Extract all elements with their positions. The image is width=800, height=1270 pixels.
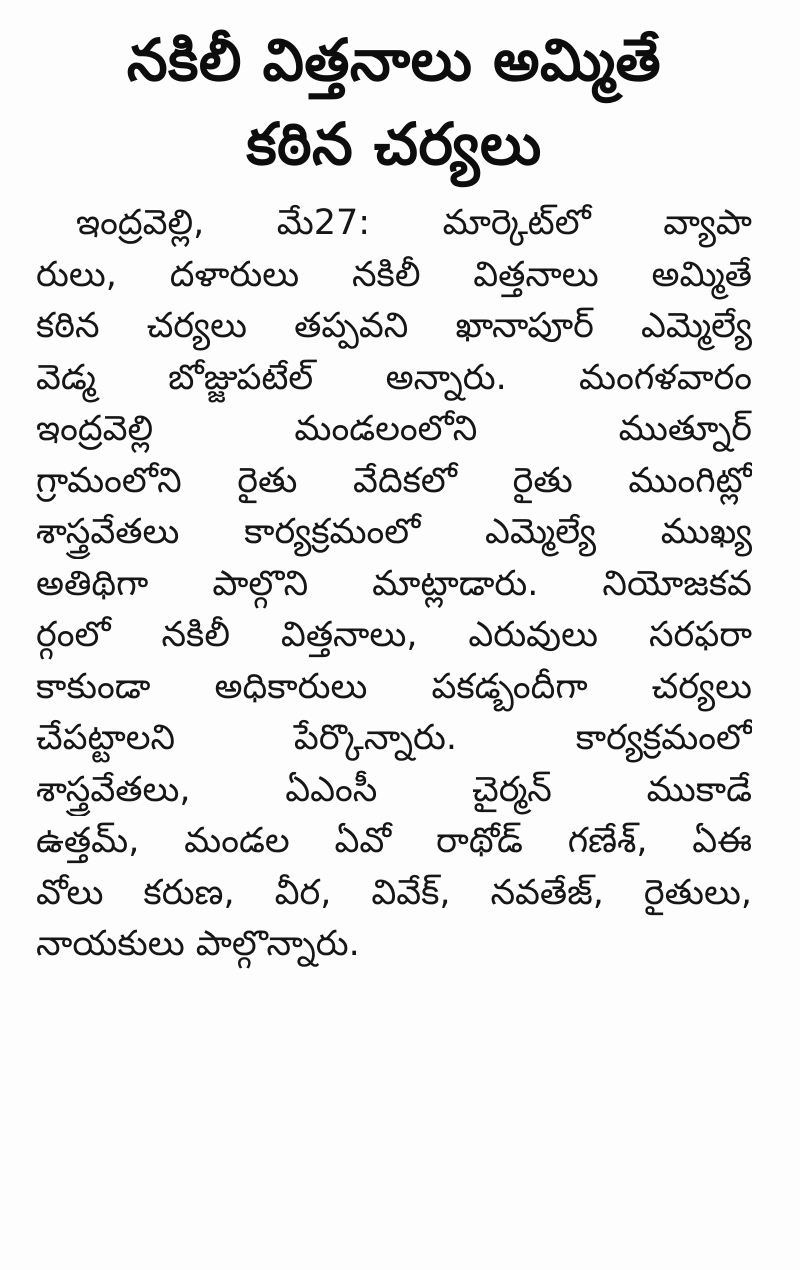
body-line: నాయకులు పాల్గొన్నారు. bbox=[36, 924, 360, 964]
headline-line: కఠిన చర్యలు bbox=[246, 110, 542, 178]
body-line: కాకుండా అధికారులు పకడ్బందీగా చర్యలు bbox=[36, 666, 752, 707]
body-line: గ్రామంలోని రైతు వేదికలో రైతు ముంగిట్లో bbox=[36, 460, 752, 501]
body-line: వెడ్మ బోజ్జుపటేల్ అన్నారు. మంగళవారం bbox=[36, 357, 752, 398]
body-line: వోలు కరుణ, వీర, వివేక్, నవతేజ్, రైతులు, bbox=[36, 872, 752, 913]
body-line: ఇంద్రవెల్లి మండలంలోని ముత్నూర్ bbox=[36, 409, 752, 449]
body-line: ఇంద్రవెల్లి, మే27: మార్కెట్‌లో వ్యాపా bbox=[76, 203, 752, 243]
body-line: రులు, దళారులు నకిలీ విత్తనాలు అమ్మితే bbox=[36, 254, 752, 295]
body-line: శాస్త్రవేతలు కార్యక్రమంలో ఎమ్మెల్యే ముఖ్య bbox=[36, 512, 752, 552]
body-line: ర్గంలో నకిలీ విత్తనాలు, ఎరువులు సరఫరా bbox=[36, 615, 752, 655]
article-body bbox=[36, 198, 752, 971]
body-line: అతిథిగా పాల్గొని మాట్లాడారు. నియోజకవ bbox=[36, 563, 752, 604]
body-line: ఉత్తమ్, మండల ఏవో రాథోడ్ గణేశ్, ఏఈ bbox=[36, 821, 752, 861]
body-line: కఠిన చర్యలు తప్పవని ఖానాపూర్ ఎమ్మెల్యే bbox=[36, 306, 752, 346]
headline-line: నకిలీ విత్తనాలు అమ్మితే bbox=[126, 26, 662, 94]
body-line: శాస్త్రవేతలు, ఏఎంసీ చైర్మన్ ముకాడే bbox=[36, 769, 752, 810]
headline bbox=[36, 18, 752, 186]
body-line: చేపట్టాలని పేర్కొన్నారు. కార్యక్రమంలో bbox=[36, 718, 752, 758]
